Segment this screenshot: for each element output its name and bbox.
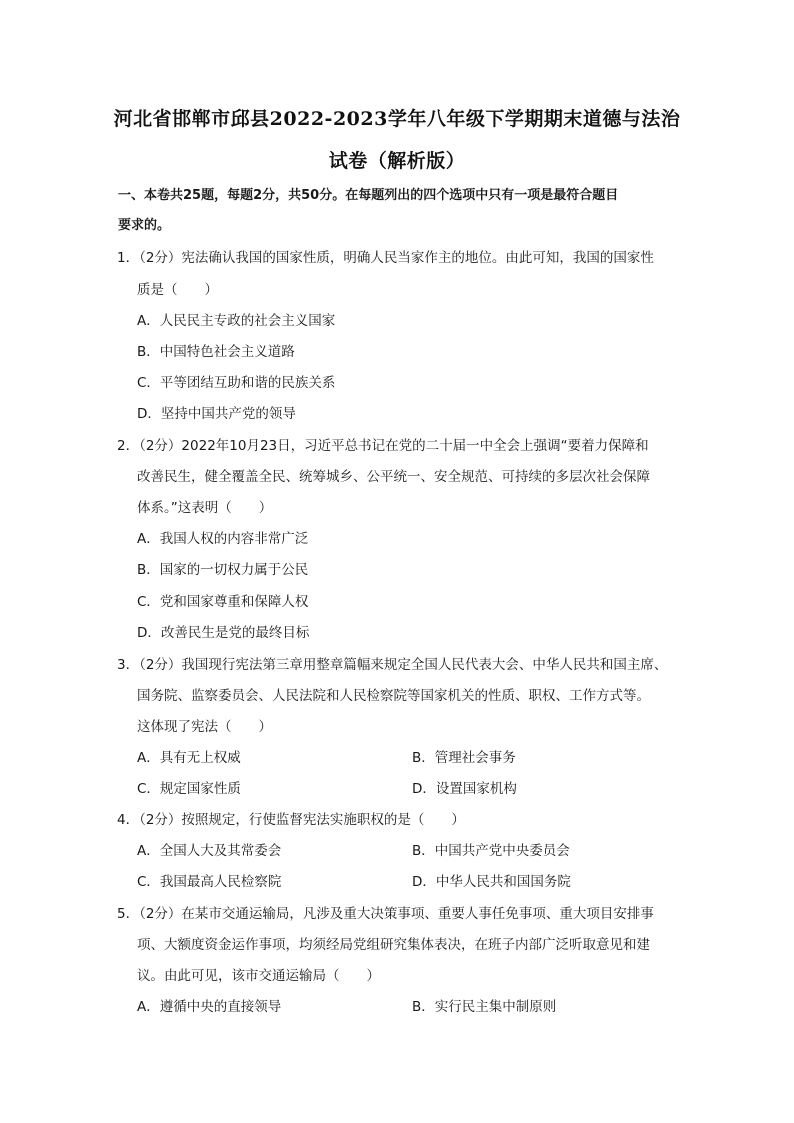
question-2-text: 2．（2分）2022年10月23日，习近平总书记在党的二十届一中全会上强调“要着力保障和 — [117, 438, 649, 454]
question-5-text-cont-2: 议。由此可见，该市交通运输局（ ） — [137, 968, 380, 984]
question-4-option-d: D．中华人民共和国国务院 — [412, 874, 571, 890]
section-instruction-line-1: 一、本卷共25题，每题2分，共50分。在每题列出的四个选项中只有一项是最符合题目 — [118, 188, 619, 203]
question-5-option-b: B．实行民主集中制原则 — [412, 999, 557, 1015]
question-3-text: 3．（2分）我国现行宪法第三章用整章篇幅来规定全国人民代表大会、中华人民共和国主席、 — [117, 657, 668, 673]
question-1-text: 1．（2分）宪法确认我国的国家性质，明确人民当家作主的地位。由此可知，我国的国家性 — [117, 250, 654, 266]
question-1-text-cont: 质是（ ） — [137, 282, 218, 298]
question-1-option-c: C．平等团结互助和谐的民族关系 — [137, 375, 336, 391]
section-instruction-line-2: 要求的。 — [118, 218, 171, 233]
question-3-option-d: D．设置国家机构 — [412, 781, 517, 797]
question-2-text-cont-1: 改善民生，健全覆盖全民、统筹城乡、公平统一、安全规范、可持续的多层次社会保障 — [137, 469, 650, 485]
question-3-text-cont-1: 国务院、监察委员会、人民法院和人民检察院等国家机关的性质、职权、工作方式等。 — [137, 688, 650, 704]
question-2-option-a: A．我国人权的内容非常广泛 — [137, 531, 309, 547]
question-5-text-cont-1: 项、大额度资金运作事项，均须经局党组研究集体表决，在班子内部广泛听取意见和建 — [137, 937, 650, 953]
question-3-option-b: B．管理社会事务 — [412, 750, 516, 766]
question-4-text: 4．（2分）按照规定，行使监督宪法实施职权的是（ ） — [117, 812, 465, 828]
question-3-option-a: A．具有无上权威 — [137, 750, 241, 766]
question-3-text-cont-2: 这体现了宪法（ ） — [137, 719, 272, 735]
question-4-option-c: C．我国最高人民检察院 — [137, 874, 282, 890]
question-5-option-a: A．遵循中央的直接领导 — [137, 999, 282, 1015]
question-2-option-b: B．国家的一切权力属于公民 — [137, 562, 309, 578]
question-1-option-b: B．中国特色社会主义道路 — [137, 344, 295, 360]
question-2-text-cont-2: 体系。”这表明（ ） — [137, 500, 273, 516]
exam-title-line-1: 河北省邯郸市邱县2022-2023学年八年级下学期期末道德与法治 — [113, 108, 681, 130]
question-3-option-c: C．规定国家性质 — [137, 781, 241, 797]
question-1-option-d: D．坚持中国共产党的领导 — [137, 406, 296, 422]
question-2-option-c: C．党和国家尊重和保障人权 — [137, 594, 309, 610]
question-4-option-b: B．中国共产党中央委员会 — [412, 843, 570, 859]
question-1-option-a: A．人民民主专政的社会主义国家 — [137, 313, 336, 329]
exam-title-line-2: 试卷（解析版） — [328, 150, 466, 172]
question-4-option-a: A．全国人大及其常委会 — [137, 843, 282, 859]
question-5-text: 5．（2分）在某市交通运输局，凡涉及重大决策事项、重要人事任免事项、重大项目安排事 — [117, 906, 654, 922]
question-2-option-d: D．改善民生是党的最终目标 — [137, 625, 310, 641]
